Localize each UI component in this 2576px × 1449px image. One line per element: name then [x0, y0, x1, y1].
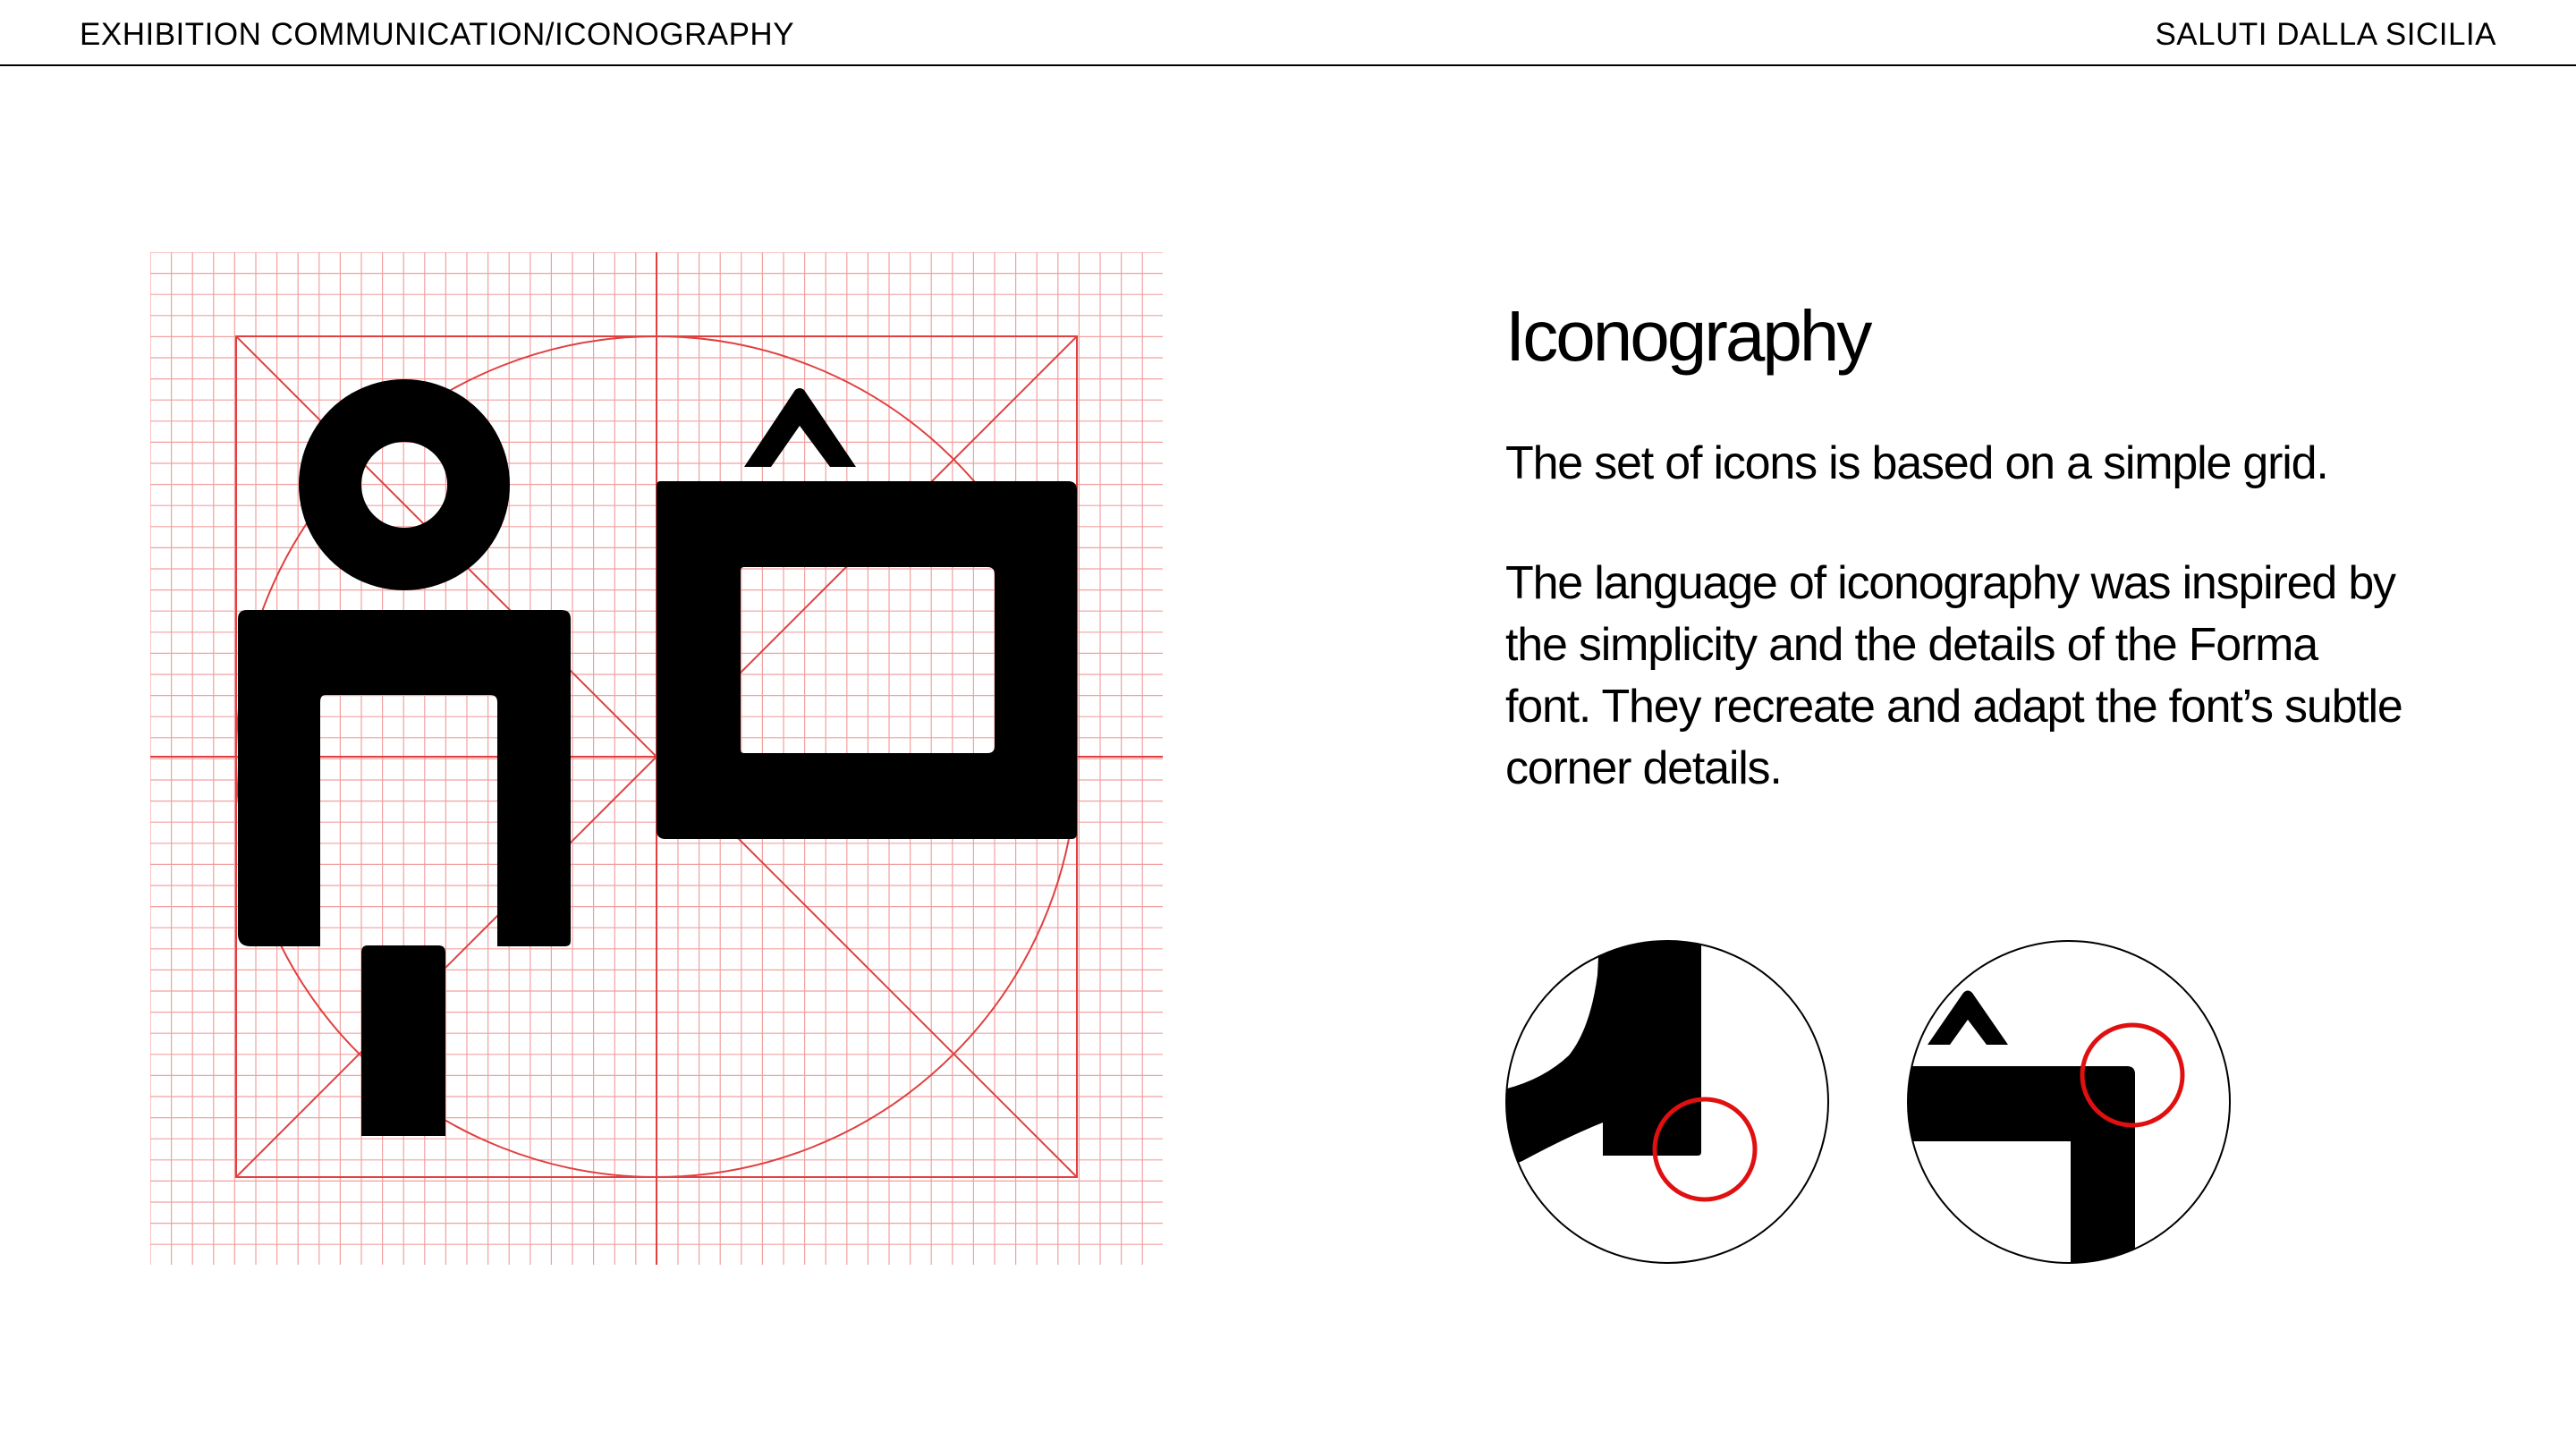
font-glyph-detail — [1504, 939, 1701, 1172]
description-block — [1505, 297, 2445, 858]
page-title: Iconography — [1505, 296, 1870, 376]
framed-picture-icon — [657, 388, 1077, 839]
corner-detail-icon — [1906, 939, 2232, 1265]
project-title: SALUTI DALLA SICILIA — [2155, 17, 2496, 52]
description-paragraph-language: The language of iconography was inspired by the simplicity and the details of the Forma font. They recreate and adapt the font’s subtle corner details. — [1505, 557, 2402, 794]
icon-corner-detail — [1906, 991, 2135, 1266]
corner-detail-font — [1504, 939, 1830, 1265]
description-paragraph-grid: The set of icons is based on a simple grid. — [1505, 437, 2328, 489]
icon-grid-figure — [150, 252, 1163, 1265]
top-bar — [0, 0, 2576, 66]
section-title: EXHIBITION COMMUNICATION/ICONOGRAPHY — [80, 17, 795, 52]
